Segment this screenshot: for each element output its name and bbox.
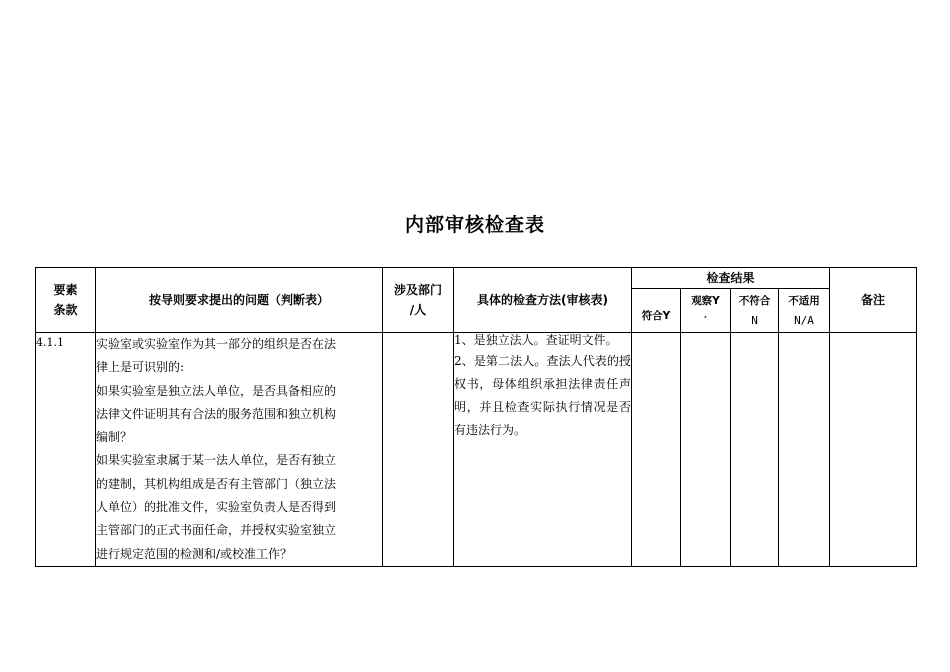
cell-result-conform — [632, 333, 681, 567]
header-result-na-line2: N/A — [794, 313, 814, 327]
table-row — [36, 333, 917, 567]
question-line: 如果实验室是独立法人单位，是否具备相应的 — [96, 383, 337, 398]
question-line: 进行规定范围的检测和/或校准工作？ — [96, 546, 293, 561]
header-clause-line1: 要素 — [53, 283, 78, 297]
question-line: 人单位）的批准文件，实验室负责人是否得到 — [96, 500, 337, 515]
document-title: 内部审核检查表 — [404, 214, 545, 236]
question-line: 编制？ — [96, 430, 133, 445]
cell-method — [454, 333, 632, 567]
header-department-line1: 涉及部门 — [393, 283, 442, 297]
header-result-nonconform-line2: N — [751, 313, 758, 327]
header-result-observe — [681, 289, 731, 333]
header-result-observe-line2: ′ — [704, 314, 707, 327]
header-result-conform-label: 符合Y — [641, 309, 671, 322]
audit-checklist-table — [35, 267, 917, 567]
header-result-nonconform-line1: 不符合 — [738, 294, 771, 307]
question-line: 实验室或实验室作为其一部分的组织是否在法 — [96, 337, 337, 351]
header-department — [383, 268, 454, 333]
question-line: 主管部门的正式书面任命，并授权实验室独立 — [96, 523, 337, 538]
method-item-2: 2、是第二法人。查法人代表的授权书，母体组织承担法律责任声明，并且检查实际执行情况是否有违法行为。 — [454, 354, 631, 437]
header-result-nonconform — [731, 289, 779, 333]
cell-clause: 4.1.1 — [36, 333, 96, 567]
header-remarks: 备注 — [830, 268, 917, 333]
cell-result-observe — [681, 333, 731, 567]
header-question: 按导则要求提出的问题（判断表） — [96, 268, 383, 333]
cell-result-na — [779, 333, 830, 567]
header-clause-line2: 条款 — [53, 303, 78, 317]
question-line: 律上是可识别的: — [96, 360, 185, 375]
question-line: 如果实验室隶属于某一法人单位，是否有独立 — [96, 453, 337, 468]
question-line: 的建制，其机构组成是否有主管部门（独立法 — [96, 476, 337, 491]
cell-result-nonconform — [731, 333, 779, 567]
header-result-conform — [632, 289, 681, 333]
cell-remarks — [830, 333, 917, 567]
header-result-na-line1: 不适用 — [788, 294, 820, 307]
header-method: 具体的检查方法(审核表) — [454, 268, 632, 333]
header-clause — [36, 268, 96, 333]
question-line: 法律文件证明其有合法的服务范围和独立机构 — [96, 406, 337, 421]
header-department-line2: /人 — [409, 303, 427, 317]
cell-department — [383, 333, 454, 567]
cell-question — [96, 333, 383, 567]
header-result-na — [779, 289, 830, 333]
header-result-group: 检查结果 — [632, 268, 830, 289]
method-item-1: 1、是独立法人。查证明文件。 — [454, 333, 618, 347]
header-result-observe-line1: 观察Y — [691, 294, 720, 307]
